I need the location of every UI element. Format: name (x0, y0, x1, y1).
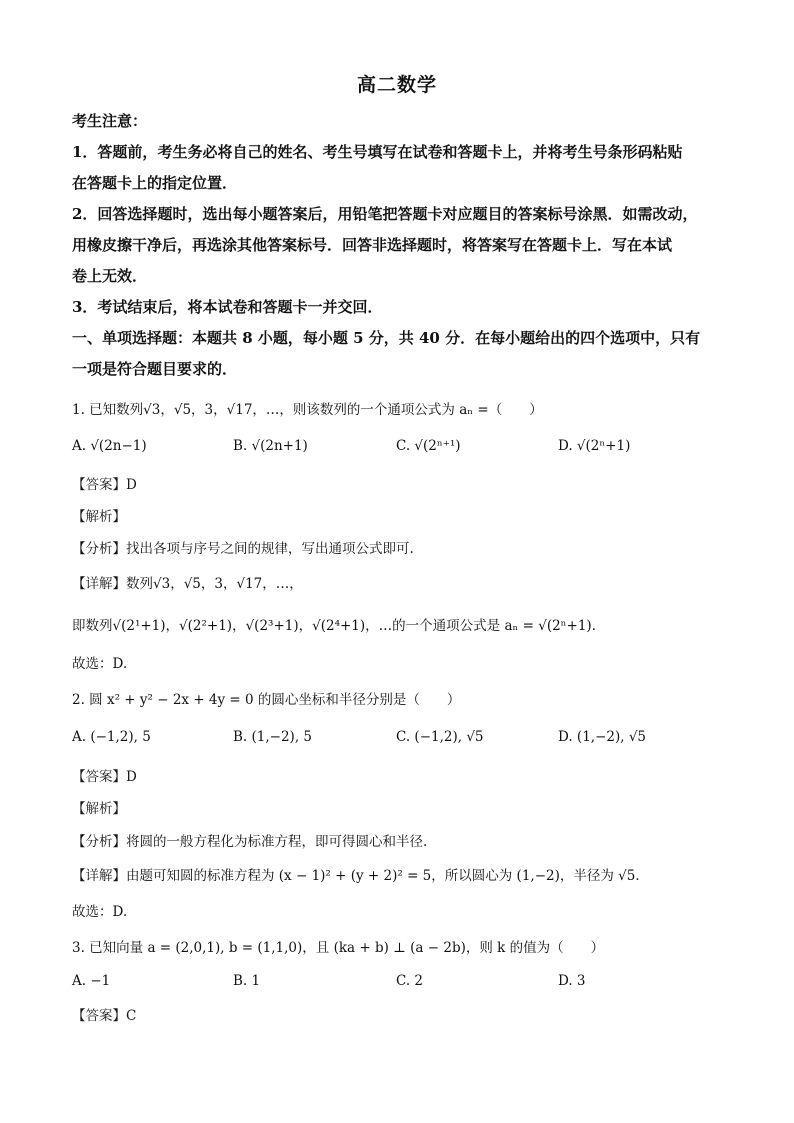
option-c: C. (−1,2), √5 (396, 729, 484, 745)
analysis-label: 【解析】 (72, 509, 126, 525)
notice-line: 卷上无效． (72, 267, 148, 285)
notice-heading: 考生注意： (72, 112, 148, 130)
page-title: 高二数学 (356, 74, 437, 96)
option-a: A. −1 (72, 973, 111, 989)
question-stem: 3. 已知向量 a = (2,0,1), b = (1,1,0)，且 (ka + b) ⊥ (a − 2b)，则 k 的值为（ ） (72, 940, 605, 956)
option-a: A. (−1,2), 5 (72, 729, 151, 745)
option-c: C. √(2ⁿ⁺¹) (396, 438, 461, 454)
detail-text: 【详解】数列√3，√5，3，√17，…， (72, 576, 303, 592)
option-d: D. √(2ⁿ+1) (558, 438, 631, 454)
answer-label: 【答案】C (72, 1008, 137, 1024)
notice-line: 在答题卡上的指定位置． (72, 174, 238, 192)
notice-line: 1．答题前，考生务必将自己的姓名、考生号填写在试卷和答题卡上，并将考生号条形码粘贴 (72, 143, 683, 161)
notice-line: 用橡皮擦干净后，再选涂其他答案标号．回答非选择题时，将答案写在答题卡上．写在本试 (72, 236, 673, 254)
option-c: C. 2 (396, 973, 424, 989)
answer-label: 【答案】D (72, 769, 137, 785)
option-d: D. (1,−2), √5 (558, 729, 647, 745)
option-d: D. 3 (558, 973, 586, 989)
conclusion-text: 故选：D. (72, 656, 128, 672)
section-heading-cont: 一项是符合题目要求的． (72, 360, 238, 378)
analysis-label: 【解析】 (72, 801, 126, 817)
analysis-text: 【分析】将圆的一般方程化为标准方程，即可得圆心和半径. (72, 834, 428, 850)
detail-text: 即数列√(2¹+1)，√(2²+1)，√(2³+1)，√(2⁴+1)，…的一个通项公式是 aₙ = √(2ⁿ+1)． (72, 618, 606, 634)
question-stem: 2. 圆 x² + y² − 2x + 4y = 0 的圆心坐标和半径分别是（ ） (72, 692, 461, 708)
conclusion-text: 故选：D. (72, 904, 128, 920)
section-heading: 一、单项选择题：本题共 8 小题，每小题 5 分，共 40 分．在每小题给出的四个选项中，只有 (72, 329, 701, 347)
option-a: A. √(2n−1) (72, 438, 147, 454)
notice-line: 3．考试结束后，将本试卷和答题卡一并交回． (72, 298, 383, 316)
option-b: B. √(2n+1) (233, 438, 308, 454)
option-b: B. 1 (233, 973, 261, 989)
question-stem: 1. 已知数列√3，√5，3，√17，…，则该数列的一个通项公式为 aₙ =（ ） (72, 402, 543, 418)
analysis-text: 【分析】找出各项与序号之间的规律，写出通项公式即可. (72, 541, 414, 557)
answer-label: 【答案】D (72, 477, 137, 493)
notice-line: 2．回答选择题时，选出每小题答案后，用铅笔把答题卡对应题目的答案标号涂黑．如需改动， (72, 205, 698, 223)
option-b: B. (1,−2), 5 (233, 729, 312, 745)
detail-text: 【详解】由题可知圆的标准方程为 (x − 1)² + (y + 2)² = 5，所以圆心为 (1,−2)，半径为 √5． (72, 868, 649, 884)
